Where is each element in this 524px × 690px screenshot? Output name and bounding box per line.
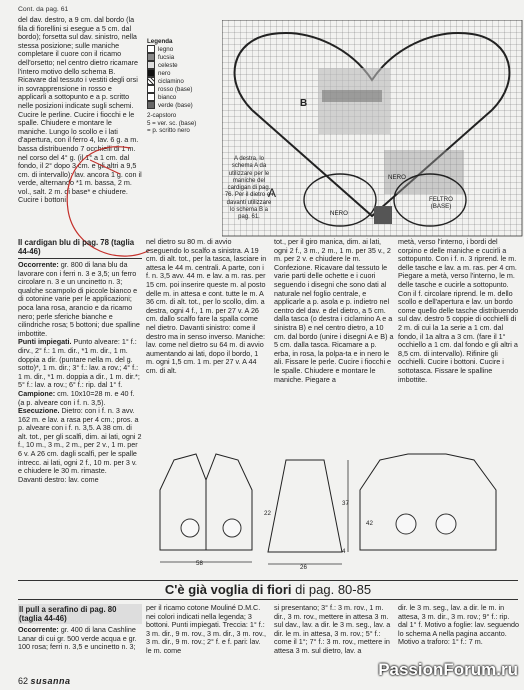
text-column-2-bottom: per il ricamo cotone Mouliné D.M.C. nei colori indicati nella legenda; 3 bottoni. Punti impiegati. Treccia: 1° f.: 3 m. dir., 9 m. rov., 3 m. dir., 3 m. rov., 3 m. dir., 9 m. rov.; 2° f. e f. pari: lav. le m. come xyxy=(146,604,266,655)
punti-text: Punti impiegati. Punto alveare: 1° f.: dirv., 2° f.: 1 m. dir., *1 m. dir., 1 m. doppia a dir. (puntare nella m. del g. sotto)*, 1 m. dir.; 3° f.: lav. a rov.; 4° f.: 1 m. dir., *1 m. doppia a dir., 1 m. dir.*; 5° f.: lav. a rov.; 6° f.: rip. dal 1° f. xyxy=(18,337,140,390)
legend-extra: = p. scritto nero xyxy=(147,127,190,135)
dim-37: 37 xyxy=(342,500,349,507)
section-title: Il cardigan blu di pag. 78 (taglia 44-46) xyxy=(18,238,135,256)
text-column-3: tot., per il giro manica, dim. ai lati, ogni 2 f., 3 m., 2 m., 1 m. per 35 v., 2 m. per 2 v. e chiudere le m. Confezione. Ricavare dal tessuto le varie parti delle ochette e i cuori seguendo i disegni che sono dati al naturale nel foglio centrale, e applicarle a p. asola e p. indietro nel centro del dav. e del dietro, a 5 cm. dalla tasca (o destra i ciclamino A e a sinistra B) e nel centro dietro, a 10 cm. dal bordo (unire i disegni A e B) a 5 cm. dalla tasca. Ricamare a p. erba, in rosa, la polpa-ta e in nero le ali. Fissare le perle. Cucire i fiocchi e le spalle. Chiudere e montare le maniche. Piegare a xyxy=(274,238,394,384)
chart-label-a: A xyxy=(268,186,277,200)
dim-4: 4 xyxy=(342,548,346,555)
legend-swatch xyxy=(147,53,155,61)
legend-swatch xyxy=(147,101,155,109)
text-column-4-bottom: dir. le 3 m. seg., lav. a dir. le m. in attesa, 3 m. dir., 3 m. rov.; 9° f.: rip. dal 1° f. Motivo a foglie: lav. seguendo lo schema A nella pagina accanto. Motivo a traforo: 1° f.: 7 m. xyxy=(398,604,520,647)
legend-item: legno xyxy=(147,45,222,53)
esecuzione-text: Esecuzione. Dietro: con i f. n. 3 avv. 162 m. e lav. a rasa per 4 cm.; pros. a p. alveare con i f. n. 3,5. A 38 cm. di alt. tot., per gli scalfi, dim. ai lati, ogni 2 f., 10 m., 3 m., 2 m., per 2 v., 1 m. per 6 v. A 26 cm. dagli scalfi, per le spalle intrecc. ai lati, ogni 2 f., 10 m. per 3 v. e chiudere le 30 m. rimaste. xyxy=(18,406,142,476)
davanti-text: Davanti destro: lav. come xyxy=(18,474,99,484)
dim-58: 58 xyxy=(196,560,203,567)
occorrente-text: Occorrente: gr. 800 di lana blu da lavorare con i ferri n. 3 e 3,5; un ferro circolare n. 3 e un uncinetto n. 3; qualche scampolo di piccole bianco e di cotonine varie per le applicazioni; poca lana rosa, arancio e da ricamo nero; perle sferiche bianche e cilindriche rosa; 5 bottoni; due spalline imbottite. xyxy=(18,260,140,338)
chart-label-feltro: FELTRO (BASE) xyxy=(429,196,453,211)
chart-label-nero-2: NERO xyxy=(330,210,348,217)
dim-22: 22 xyxy=(264,510,271,517)
magazine-brand: susanna xyxy=(30,676,71,686)
legend-extra: 2-capstoro xyxy=(147,112,177,120)
text-column-3-bottom: si presentano; 3° f.: 3 m. rov., 1 m. dir., 3 m. rov., mettere in attesa 3 m. sul dav., lav. a dir. le 3 m. seg., lav. a dir. le m. in attesa, 3 m. rov.; 5° f.: come il 1°; 7° f.: 3 m. rov., mettere in attesa 3 m. sul dietro, lav. a xyxy=(274,604,391,655)
legend-item: verde (base) xyxy=(147,101,222,109)
garment-schematics xyxy=(146,450,520,578)
text-column-2: nel dietro su 80 m. di avvio eseguendo lo scalfo a sinistra. A 19 cm. di alt. tot., per la tasca, lasciare in attesa le 44 m. centrali. A parte, con i f. n. 3,5 avv. 44 m. e lav. a m. ras. per 15 cm. poi inserire queste m. al posto delle m. in attesa e cont. tutte le m. A 36 cm. di alt. tot., per lo scollo, dim. a destra, ogni 4 f., 1 m. per 27 v. A 26 cm. dallo scalfo fare la spalla come nel dietro. Davanti sinistro: come il destro ma in senso inverso. Maniche: lav. come nel dietro su 64 m. di avvio aumentando ai lati, dopo il bordo, 1 m. ogni 1,5 cm. 1 m. per 27 v. A 44 cm. di alt. xyxy=(146,238,267,375)
campione-text: Campione: cm. 10x10=28 m. e 40 f. (a p. alveare con i f. n. 3,5). xyxy=(18,388,135,407)
section-title: Il pull a serafino di pag. 80 (taglia 44-46) xyxy=(18,604,142,624)
legend-swatch xyxy=(147,85,155,93)
legend-item: celeste xyxy=(147,61,222,69)
legend-item: rosso (base) xyxy=(147,85,222,93)
legend-swatch xyxy=(147,93,155,101)
dim-26: 26 xyxy=(300,564,307,571)
section-banner: C'è già voglia di fiori di pag. 80-85 xyxy=(18,580,518,600)
page-number: 62 xyxy=(18,676,29,686)
page-footer xyxy=(18,676,71,686)
chart-label-nero: NERO xyxy=(388,174,406,181)
legend-item: ciclamino xyxy=(147,77,222,85)
legend-swatch xyxy=(147,61,155,69)
section-rule xyxy=(18,258,142,259)
watermark-text: PassionForum.ru xyxy=(378,660,518,679)
chart-label-b: B xyxy=(300,98,308,109)
continued-label: Cont. da pag. 61 xyxy=(18,6,69,13)
legend-item: fucsia xyxy=(147,53,222,61)
legend-swatch xyxy=(147,69,155,77)
text-column-1 xyxy=(18,238,142,574)
legend-swatch xyxy=(147,45,155,53)
occorrente-text: Occorrente: gr. 400 di lana Cashline Lanar di cui gr. 500 verde acqua e gr. 100 rosa; ferri n. 3,5 e uncinetto n. 3; xyxy=(18,625,137,652)
chart-legend xyxy=(147,38,222,135)
legend-item: bianco xyxy=(147,93,222,101)
legend-swatch xyxy=(147,77,155,85)
legend-item: nero xyxy=(147,69,222,77)
dim-42: 42 xyxy=(366,520,373,527)
text-column-1-bottom xyxy=(18,604,142,674)
chart-caption: A destra, lo schema A da utilizzare per le maniche del cardigan di pag. 76. Per il dietro e i davanti utilizzare lo schema B a pag. 61. xyxy=(224,156,274,221)
legend-title: Legenda xyxy=(147,38,173,45)
column-text: del dav. destro, a 9 cm. dal bordo (la fila di fiorellini si esegue a 5 cm. dal bordo); forsetta sul dav. sinistro, nella stessa posizione; sulle maniche completare il cuore con il ricamo dell'orsetto; nel centro dietro ricamare l'intero motivo dello schema B. Ricavare dal tessuto i vestiti degli orsi in sovrapprensione in rosso e applicarli a sottopunto e a p. scritto nelle posizioni indicate sugli schemi. Cucire le perline. Cucire i fiocchi e le spalle. Chiudere e montare le maniche. Lungo lo scollo e i lati d'apertura, con il ferro 4, lav. 6 g. a m. bassa distribuendo 7 occhielli di 1 m. nel corso del 4° g. (il 1° a 1 cm. dal fondo, il 2° dopo 3 cm. e gli altri a 9,5 cm. di intervallo); lav. ancora 1 g. con il verde, alternando *1 m. bassa, 2 m. vol., salt. 2 m. di base* e chiudere. Cucire i bottoni. xyxy=(18,16,142,205)
text-column-4: metà, verso l'interno, i bordi del corpino e delle maniche e cucirli a sottopunto. Con i f. n. 3 riprend. le m. delle tasche e lav. a m. ras. per 4 cm. Piegare a metà, verso l'interno, le m. delle tasche e cucirle a sottopunto. Con il f. circolare riprend. le m. dello scollo e dell'apertura e lav. un bordo come quello delle tasche distribuendo sul dav. destro 5 coppie di occhielli di 2 m. di cui la 1a serie a 1 cm. dal fondo, il 1a altra a 3 cm. (fare il 1° occhiello a 1 cm. dal fondo e gli altri a 8,5 cm. di intervallo). Rifinire gli occhielli. Cucire i bottoni. Cucire i sottotasca. Fissare le spalline imbottite. xyxy=(398,238,519,384)
legend-extra: 5 = ver. sc. (base) xyxy=(147,119,197,127)
